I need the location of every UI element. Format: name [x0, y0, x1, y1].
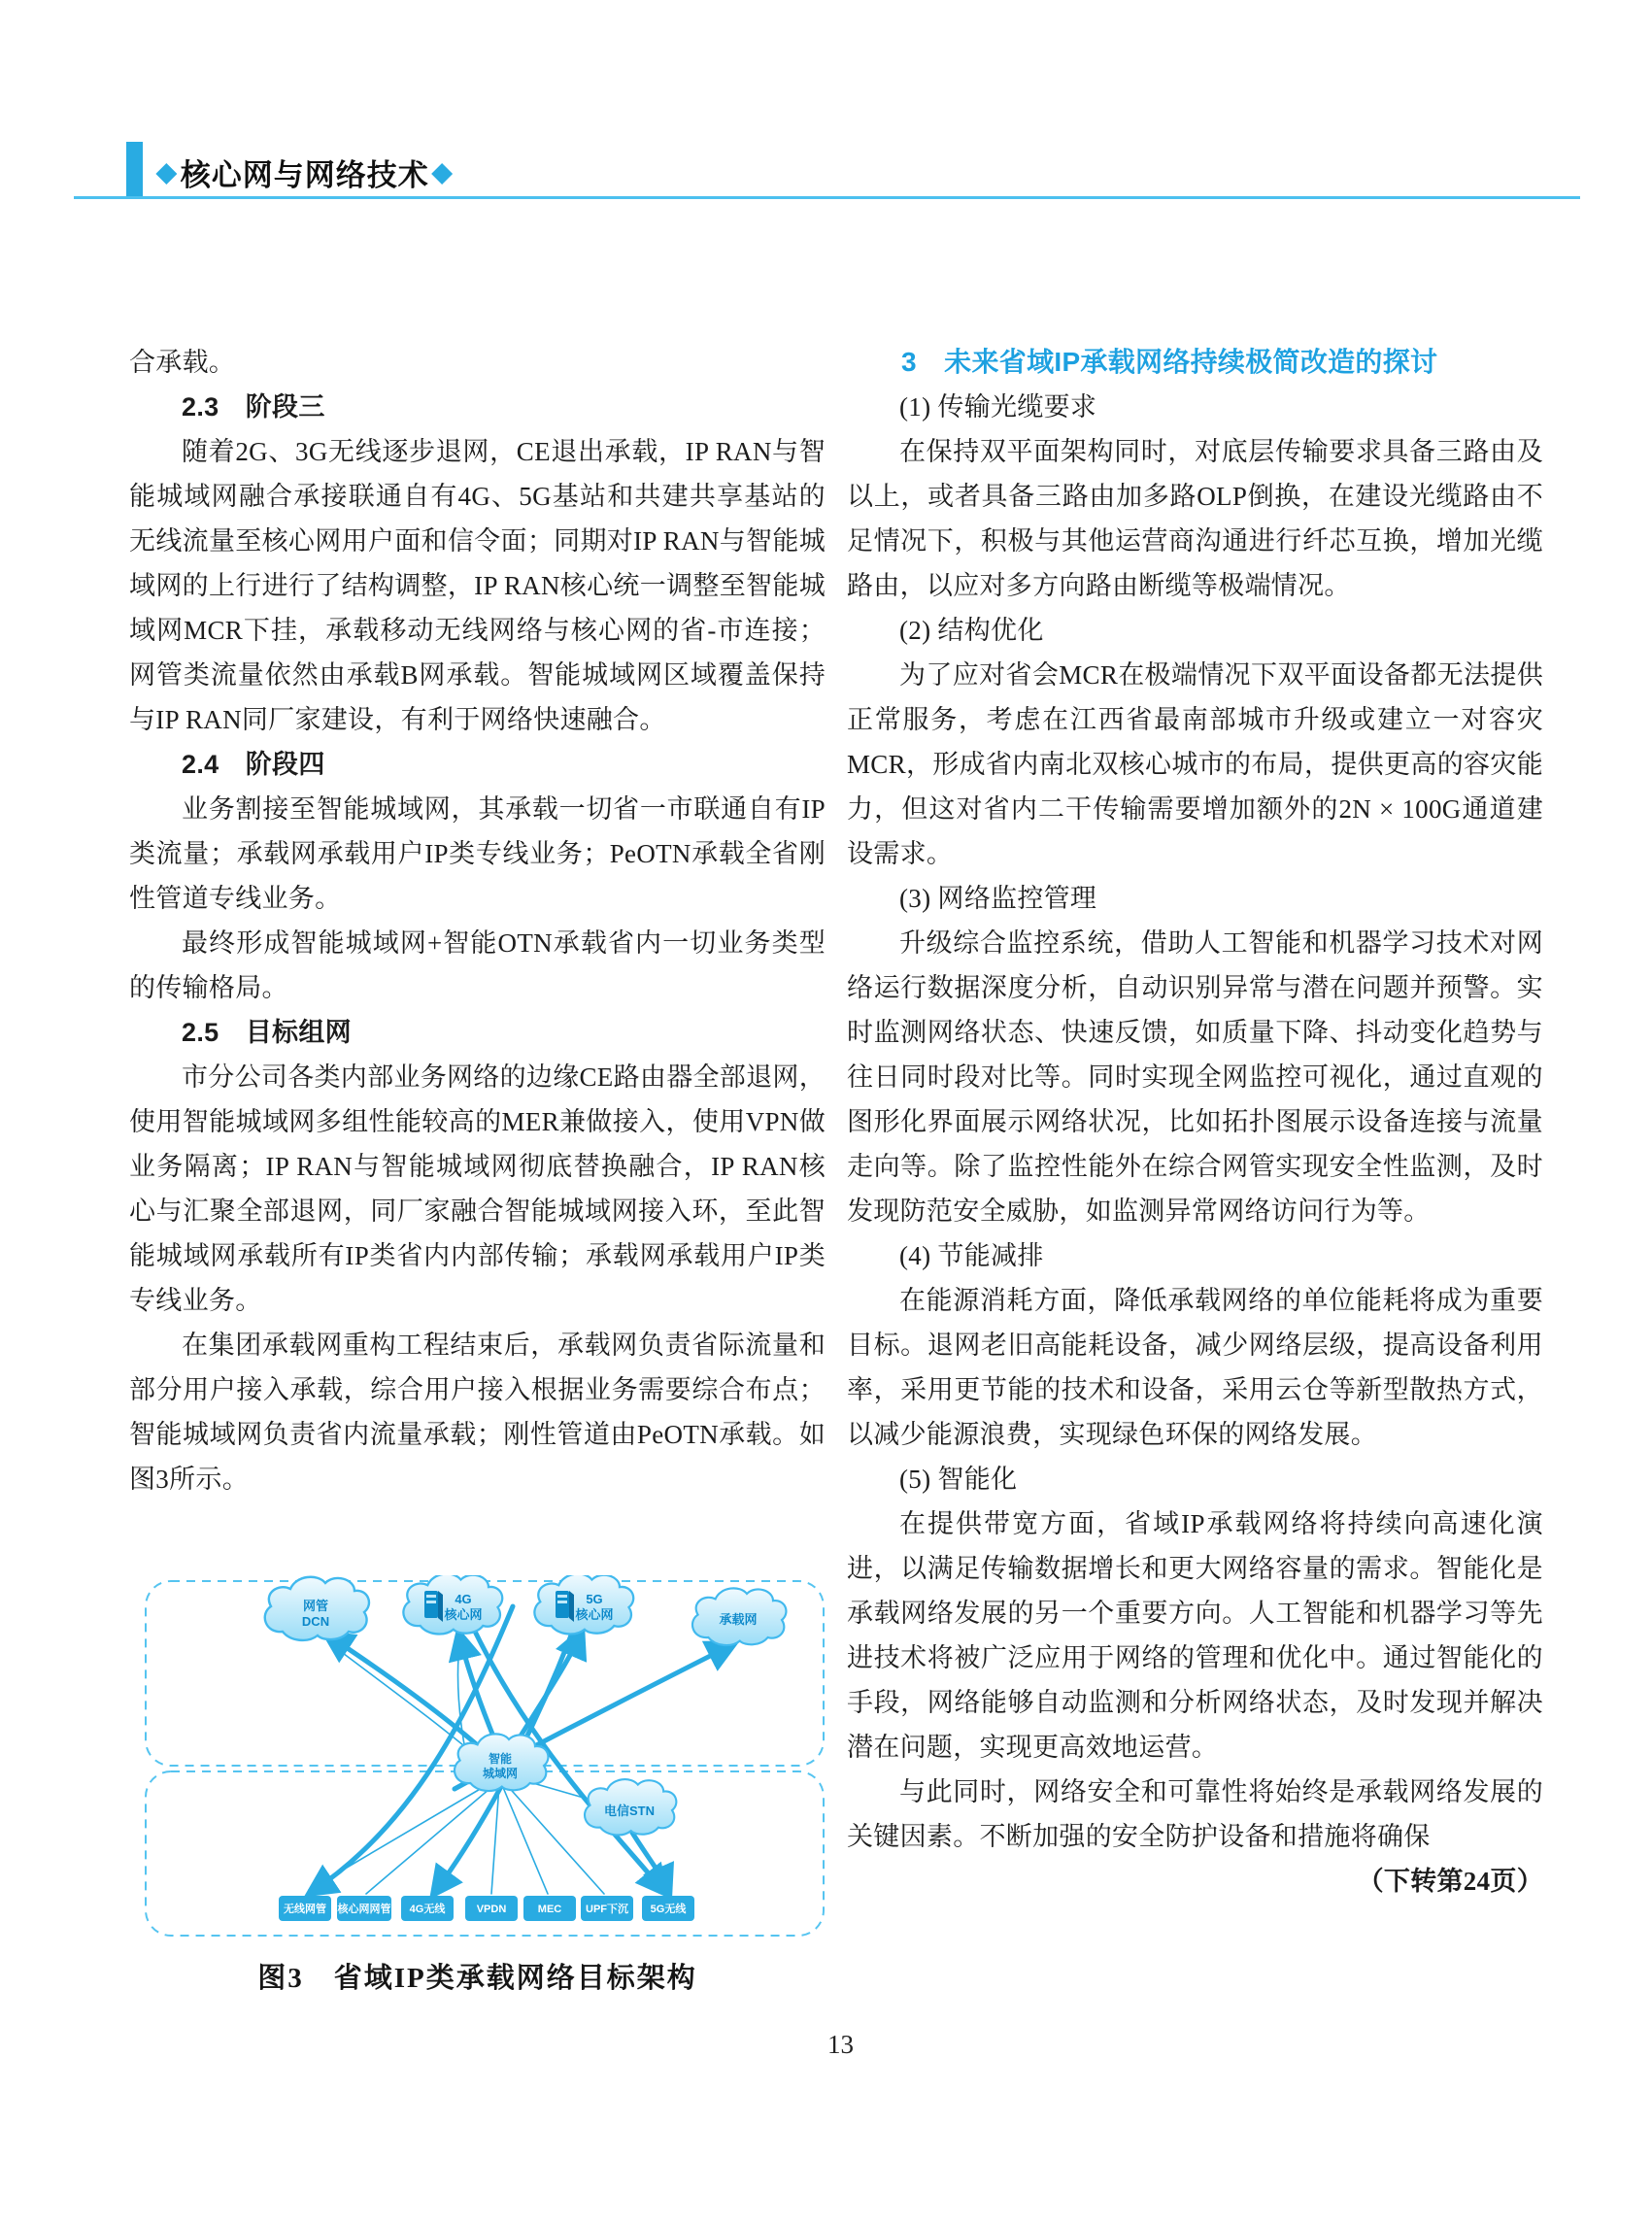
cloud-dcn-label: DCN [301, 1614, 330, 1629]
cloud-dcn [265, 1577, 369, 1640]
paragraph: 在能源消耗方面，降低承载网络的单位能耗将成为重要目标。退网老旧高能耗设备，减少网络层级，提高设备利用率，采用更节能的技术和设备，采用云仓等新型散热方式，以减少能源浪费，实现绿色环保的网络发展。 [847, 1286, 1543, 1449]
paragraph: 随着2G、3G无线逐步退网，CE退出承载，IP RAN与智能城域网融合承接联通自有4G、5G基站和共建共享基站的无线流量至核心网用户面和信令面；同期对IP RAN与智能城域网的上行进行了结构调整，IP RAN核心统一调整至智能城域网MCR下挂，承载移动无线网络与核心网的省-市连接；网管类流量依然由承载B网承载。智能城域网区域覆盖保持与IP RAN同厂家建设，有利于网络快速融合。 [129, 437, 826, 734]
node-upf-sinking [581, 1896, 633, 1921]
figure-network-diagram [129, 1575, 826, 1942]
cloud-4g-core-label: 核心网 [444, 1607, 483, 1622]
node-wireless-nms [279, 1896, 331, 1921]
figure-caption: 图3 省域IP类承载网络目标架构 [257, 1963, 697, 1994]
paragraph: 为了应对省会MCR在极端情况下双平面设备都无法提供正常服务，考虑在江西省最南部城市升级或建立一对容灾MCR，形成省内南北双核心城市的布局，提供更高的容灾能力，但这对省内二干传输需要增加额外的2N × 100G通道建设需求。 [847, 660, 1543, 868]
svg-text:UPF下沉: UPF下沉 [586, 1904, 628, 1915]
cloud-4g-core-label: 4G [455, 1592, 472, 1606]
paragraph: 市分公司各类内部业务网络的边缘CE路由器全部退网，使用智能城域网多组性能较高的MER兼做接入，使用VPN做业务隔离；IP RAN与智能城域网彻底替换融合，IP RAN核心与汇聚全部退网，同厂家融合智能城域网接入环，至此智能城域网承载所有IP类省内内部传输；承载网承载用户IP类专线业务。 [129, 1062, 826, 1315]
cloud-telecom-stn [585, 1779, 676, 1835]
page-header [153, 148, 456, 196]
left-column [129, 340, 826, 1501]
svg-text:5G无线: 5G无线 [650, 1904, 687, 1915]
continued-on-note: （下转第24页） [1357, 1867, 1543, 1896]
page-number: 13 [827, 2030, 854, 2059]
server-icon [424, 1591, 443, 1622]
list-item-heading: (5) 智能化 [899, 1465, 1018, 1494]
header-accent-bar [126, 142, 143, 198]
list-item-heading: (2) 结构优化 [899, 616, 1044, 645]
paragraph: 业务割接至智能城域网，其承载一切省一市联通自有IP类流量；承载网承载用户IP类专线业务；PeOTN承载全省刚性管道专线业务。 [129, 794, 826, 913]
diamond-icon: ◆ [431, 156, 454, 186]
node-mec [523, 1896, 576, 1921]
svg-text:无线网管: 无线网管 [284, 1904, 326, 1915]
cloud-5g-core-label: 核心网 [575, 1607, 614, 1622]
paragraph: 在集团承载网重构工程结束后，承载网负责省际流量和部分用户接入承载，综合用户接入根据业务需要综合布点；智能城域网负责省内流量承载；刚性管道由PeOTN承载。如图3所示。 [129, 1331, 826, 1494]
column-title: 核心网与网络技术 [180, 157, 429, 192]
list-item-heading: (4) 节能减排 [899, 1241, 1044, 1270]
paragraph: 与此同时，网络安全和可靠性将始终是承载网络发展的关键因素。不断加强的安全防护设备和措施将确保 [847, 1777, 1543, 1851]
node-vpdn [465, 1896, 518, 1921]
cloud-bearer-network [692, 1588, 786, 1645]
server-icon [556, 1591, 574, 1622]
cloud-smart-metro-label: 智能 [488, 1752, 513, 1766]
svg-text:MEC: MEC [537, 1904, 562, 1915]
paragraph-continuation: 合承载。 [129, 348, 236, 377]
diamond-icon: ◆ [156, 156, 178, 186]
list-item-heading: (3) 网络监控管理 [899, 884, 1097, 913]
node-core-nms [337, 1896, 392, 1921]
section-heading: 3 未来省域IP承载网络持续极简改造的探讨 [901, 347, 1438, 377]
cloud-5g-core [534, 1575, 633, 1634]
paragraph: 在提供带宽方面，省域IP承载网络将持续向高速化演进，以满足传输数据增长和更大网络容量的需求。智能化是承载网络发展的另一个重要方向。人工智能和机器学习等先进技术将被广泛应用于网络的管理和优化中。通过智能化的手段，网络能够自动监测和分析网络状态，及时发现并解决潜在问题，实现更高效地运营。 [847, 1509, 1543, 1762]
subsection-heading: 2.3 阶段三 [182, 392, 325, 421]
list-item-heading: (1) 传输光缆要求 [899, 392, 1097, 421]
svg-text:4G无线: 4G无线 [409, 1904, 446, 1915]
paragraph: 升级综合监控系统，借助人工智能和机器学习技术对网络运行数据深度分析，自动识别异常与潜在问题并预警。实时监测网络状态、快速反馈，如质量下降、抖动变化趋势与往日同时段对比等。同时实现全网监控可视化，通过直观的图形化界面展示网络状况，比如拓扑图展示设备连接与流量走向等。除了监控性能外在综合网管实现安全性监测，及时发现防范安全威胁，如监测异常网络访问行为等。 [847, 928, 1543, 1226]
svg-text:核心网网管: 核心网网管 [337, 1904, 391, 1915]
cloud-telecom-stn-label: 电信STN [603, 1804, 656, 1818]
subsection-heading: 2.5 目标组网 [182, 1018, 352, 1047]
cloud-4g-core [403, 1575, 502, 1634]
cloud-5g-core-label: 5G [586, 1592, 603, 1606]
cloud-bearer-label: 承载网 [719, 1612, 758, 1627]
subsection-heading: 2.4 阶段四 [182, 750, 325, 779]
right-column [847, 340, 1543, 1904]
svg-text:VPDN: VPDN [476, 1904, 507, 1915]
node-4g-wireless [401, 1896, 454, 1921]
node-5g-wireless [642, 1896, 694, 1921]
paragraph: 在保持双平面架构同时，对底层传输要求具备三路由及以上，或者具备三路由加多路OLP倒换，在建设光缆路由不足情况下，积极与其他运营商沟通进行纤芯互换，增加光缆路由，以应对多方向路由断缆等极端情况。 [847, 437, 1543, 600]
figure-bottom-nodes [279, 1896, 694, 1921]
cloud-smart-metro-label: 城域网 [482, 1767, 519, 1780]
cloud-smart-metro [455, 1734, 548, 1791]
header-rule [74, 196, 1580, 199]
paragraph: 最终形成智能城域网+智能OTN承载省内一切业务类型的传输格局。 [129, 928, 826, 1002]
cloud-dcn-label: 网管 [302, 1599, 329, 1613]
